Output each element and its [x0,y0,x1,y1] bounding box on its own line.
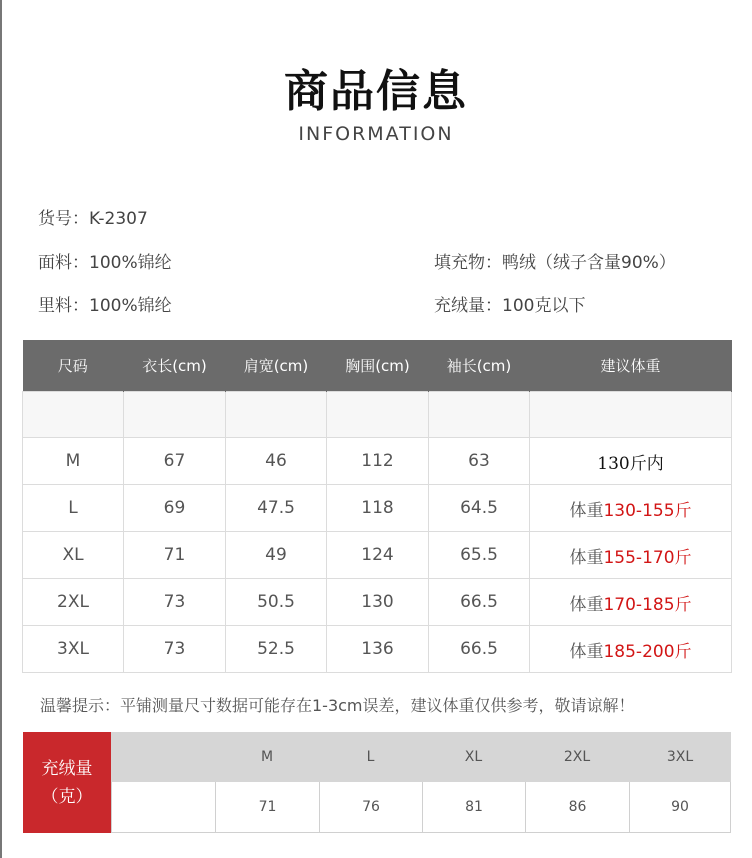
weight-range: 170-185斤 [603,594,692,615]
table-row [23,438,732,485]
cell-chest: 112 [327,438,429,485]
weight-range: 185-200斤 [603,641,692,662]
item-number: 货号：K-2307 [38,209,148,229]
weight-text: 130斤内 [597,453,664,474]
fill-table-values [111,782,731,833]
cell-sleeve: 65.5 [429,532,530,579]
cell-length: 71 [124,532,226,579]
header-weight: 建议体重 [530,340,732,392]
page-title: 商品信息 [284,66,468,117]
fill-label-line1: 充绒量 [41,758,93,779]
cell-length: 69 [124,485,226,532]
cell-shoulder: 52.5 [226,626,327,673]
header-chest: 胸围(cm) [327,340,429,392]
cell-sleeve: 66.5 [429,579,530,626]
weight-range: 155-170斤 [603,547,692,568]
cell-weight [530,438,732,485]
page-subtitle: INFORMATION [298,123,454,145]
header-size: 尺码 [23,340,124,392]
table-row [23,485,732,532]
fill-table-header [111,732,731,782]
fill-header-size: 3XL [666,749,694,765]
header-shoulder: 肩宽(cm) [226,340,327,392]
cell-chest: 136 [327,626,429,673]
size-table-header [23,340,732,392]
cell-sleeve: 64.5 [429,485,530,532]
fabric-info: 面料：100%锦纶 [38,253,172,273]
cell-length: 67 [124,438,226,485]
cell-sleeve: 66.5 [429,626,530,673]
cell-chest: 118 [327,485,429,532]
fill-header-size: XL [464,749,483,765]
cell-length: 73 [124,626,226,673]
fill-amount-table [23,732,731,833]
table-row [23,532,732,579]
weight-range: 130-155斤 [603,500,692,521]
measurement-note: 温馨提示：平铺测量尺寸数据可能存在1-3cm误差，建议体重仅供参考，敬请谅解！ [40,696,635,715]
cell-weight [530,579,732,626]
cell-shoulder: 47.5 [226,485,327,532]
size-table [22,340,732,673]
cell-chest: 124 [327,532,429,579]
fill-value-blank [111,782,215,833]
filling-info: 填充物：鸭绒（绒子含量90%） [434,253,676,273]
cell-size: L [23,485,124,532]
fill-header-size: 2XL [563,749,591,765]
cell-weight [530,485,732,532]
weight-prefix: 体重 [569,594,604,615]
cell-shoulder: 46 [226,438,327,485]
fill-value: 81 [422,782,525,833]
fill-header-size: L [366,749,375,765]
fill-value: 90 [629,782,731,833]
fill-header-blank [111,732,215,782]
fill-value: 76 [319,782,422,833]
lining-info: 里料：100%锦纶 [38,296,172,316]
cell-length: 73 [124,579,226,626]
table-row-blank [23,392,732,438]
cell-shoulder: 50.5 [226,579,327,626]
fill-value: 86 [525,782,629,833]
cell-size: 3XL [23,626,124,673]
cell-size: 2XL [23,579,124,626]
header-sleeve: 袖长(cm) [429,340,530,392]
cell-size: XL [23,532,124,579]
table-row [23,579,732,626]
fill-header-size: M [260,749,274,765]
cell-size: M [23,438,124,485]
cell-weight [530,626,732,673]
fill-value: 71 [215,782,319,833]
table-row [23,626,732,673]
weight-prefix: 体重 [569,641,604,662]
weight-prefix: 体重 [569,547,604,568]
cell-weight [530,532,732,579]
weight-prefix: 体重 [569,500,604,521]
cell-chest: 130 [327,579,429,626]
fill-amount-info: 充绒量：100克以下 [434,296,586,316]
cell-shoulder: 49 [226,532,327,579]
fill-label-line2: （克） [41,786,93,807]
fill-amount-label [23,732,111,833]
header-length: 衣长(cm) [124,340,226,392]
cell-sleeve: 63 [429,438,530,485]
